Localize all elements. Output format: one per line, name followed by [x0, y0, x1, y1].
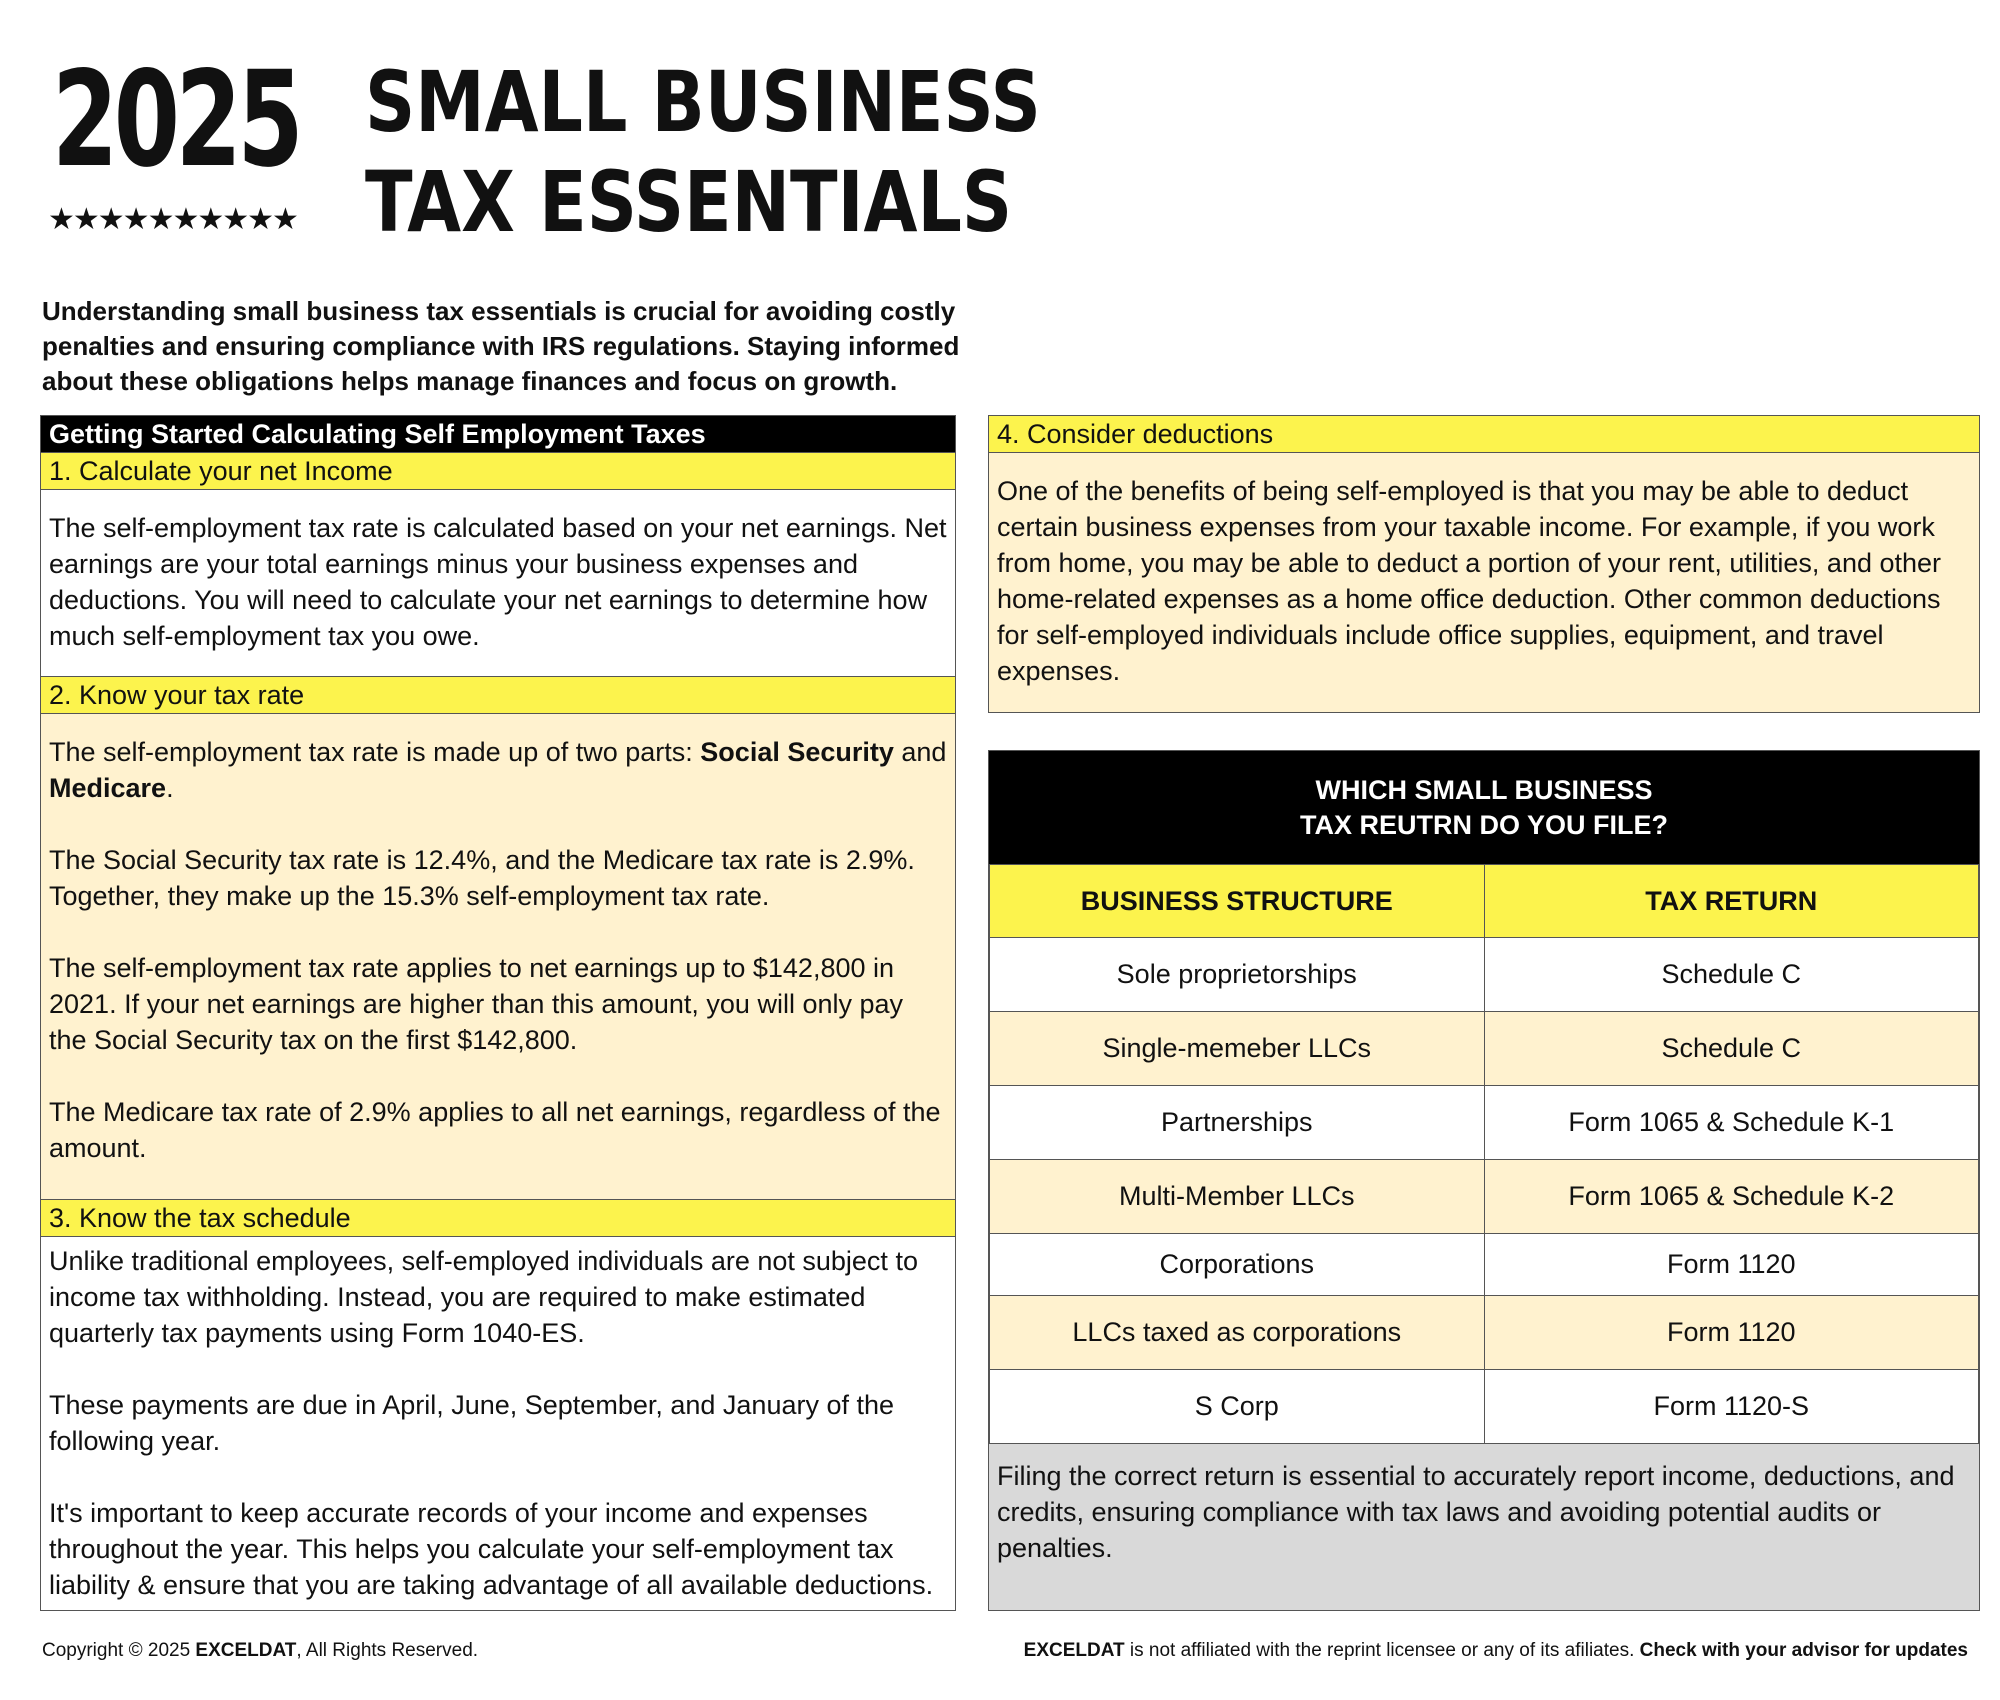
step-1-title: 1. Calculate your net Income	[41, 452, 955, 490]
structure-cell: Partnerships	[990, 1086, 1485, 1160]
year-heading: 2025	[52, 43, 300, 197]
return-cell: Form 1065 & Schedule K-2	[1484, 1160, 1979, 1234]
column-header-structure: BUSINESS STRUCTURE	[990, 865, 1485, 938]
self-employment-panel	[40, 415, 956, 1611]
structure-cell: S Corp	[990, 1370, 1485, 1444]
table-row	[990, 1012, 1979, 1086]
step-2-paragraph-1: The self-employment tax rate is made up of two parts: Social Security and Medicare.	[49, 737, 947, 803]
step-2-body	[41, 714, 955, 1199]
deductions-panel	[988, 415, 1980, 713]
table-note-text: Filing the correct return is essential to accurately report income, deductions, and credits, ensuring compliance with tax laws and avoiding potential audits or penalties.	[997, 1461, 1955, 1563]
table-row	[990, 1234, 1979, 1296]
structure-cell: Multi-Member LLCs	[990, 1160, 1485, 1234]
brand-name: EXCELDAT	[195, 1640, 297, 1661]
table-row	[990, 1086, 1979, 1160]
step-1-body	[41, 490, 955, 676]
tax-return-panel	[988, 750, 1980, 1611]
step-3-title: 3. Know the tax schedule	[41, 1199, 955, 1237]
step-4-body	[989, 453, 1979, 709]
step-2-title: 2. Know your tax rate	[41, 676, 955, 714]
table-heading-line-2: TAX REUTRN DO YOU FILE?	[1299, 809, 1668, 840]
step-2-paragraph-3: The self-employment tax rate applies to net earnings up to $142,800 in 2021. If your net earnings are higher than this amount, you will only pay the Social Security tax on the first $142,800.	[49, 953, 904, 1055]
step-3-body	[41, 1237, 955, 1623]
disclaimer-advice: Check with your advisor for updates	[1639, 1640, 1968, 1661]
step-2-paragraph-4: The Medicare tax rate of 2.9% applies to all net earnings, regardless of the amount.	[49, 1097, 941, 1163]
stars-decoration: ★★★★★★★★★★	[48, 202, 297, 237]
copyright-footer: Copyright © 2025 EXCELDAT, All Rights Reserved.	[42, 1640, 479, 1661]
column-header-return: TAX RETURN	[1484, 865, 1979, 938]
panel-heading: Getting Started Calculating Self Employment Taxes	[41, 416, 955, 452]
return-cell: Schedule C	[1484, 1012, 1979, 1086]
structure-cell: Corporations	[990, 1234, 1485, 1296]
intro-text: Understanding small business tax essentials is crucial for avoiding costly penalties and ensuring compliance with IRS regulations. Staying informed about these obligations helps manage finances and focus on growth.	[42, 296, 960, 396]
step-3-paragraph-3: It's important to keep accurate records of your income and expenses throughout the year. This helps you calculate your self-employment tax liability & ensure that you are taking advantage of all available deductions.	[49, 1498, 934, 1600]
table-row	[990, 938, 1979, 1012]
structure-cell: LLCs taxed as corporations	[990, 1296, 1485, 1370]
title-line-1: SMALL BUSINESS	[365, 53, 1041, 151]
return-cell: Form 1120-S	[1484, 1370, 1979, 1444]
disclaimer-brand: EXCELDAT	[1023, 1640, 1125, 1661]
structure-cell: Sole proprietorships	[990, 938, 1485, 1012]
tax-return-table	[989, 864, 1979, 1444]
table-heading	[989, 751, 1979, 864]
step-1-text: The self-employment tax rate is calculated based on your net earnings. Net earnings are your total earnings minus your business expenses and deductions. You will need to calculate your net earnings to determine how much self-employment tax you owe.	[49, 513, 947, 651]
step-4-text: One of the benefits of being self-employed is that you may be able to deduct certain business expenses from your taxable income. For example, if you work from home, you may be able to deduct a portion of your rent, utilities, and other home-related expenses as a home office deduction. Other common deductions for self-employed individuals include office supplies, equipment, and travel expenses.	[997, 476, 1942, 686]
return-cell: Form 1120	[1484, 1296, 1979, 1370]
title-line-2: TAX ESSENTIALS	[365, 153, 1013, 251]
return-cell: Schedule C	[1484, 938, 1979, 1012]
step-3-paragraph-2: These payments are due in April, June, September, and January of the following year.	[49, 1390, 895, 1456]
step-3-paragraph-1: Unlike traditional employees, self-employed individuals are not subject to income tax withholding. Instead, you are required to make estimated quarterly tax payments using Form 1040-ES.	[49, 1246, 918, 1348]
return-cell: Form 1065 & Schedule K-1	[1484, 1086, 1979, 1160]
disclaimer-footer: EXCELDAT is not affiliated with the reprint licensee or any of its afiliates. Check with your advisor for updates	[1023, 1640, 1968, 1661]
table-row	[990, 1296, 1979, 1370]
table-row	[990, 1370, 1979, 1444]
step-4-title: 4. Consider deductions	[989, 416, 1979, 453]
social-security-term: Social Security	[700, 737, 894, 767]
step-2-paragraph-2: The Social Security tax rate is 12.4%, and the Medicare tax rate is 2.9%. Together, they make up the 15.3% self-employment tax rate.	[49, 845, 915, 911]
page-title	[365, 52, 1041, 252]
table-heading-line-1: WHICH SMALL BUSINESS	[1315, 774, 1653, 805]
table-row	[990, 1160, 1979, 1234]
structure-cell: Single-memeber LLCs	[990, 1012, 1485, 1086]
table-note	[989, 1444, 1979, 1610]
medicare-term: Medicare	[49, 773, 167, 803]
return-cell: Form 1120	[1484, 1234, 1979, 1296]
